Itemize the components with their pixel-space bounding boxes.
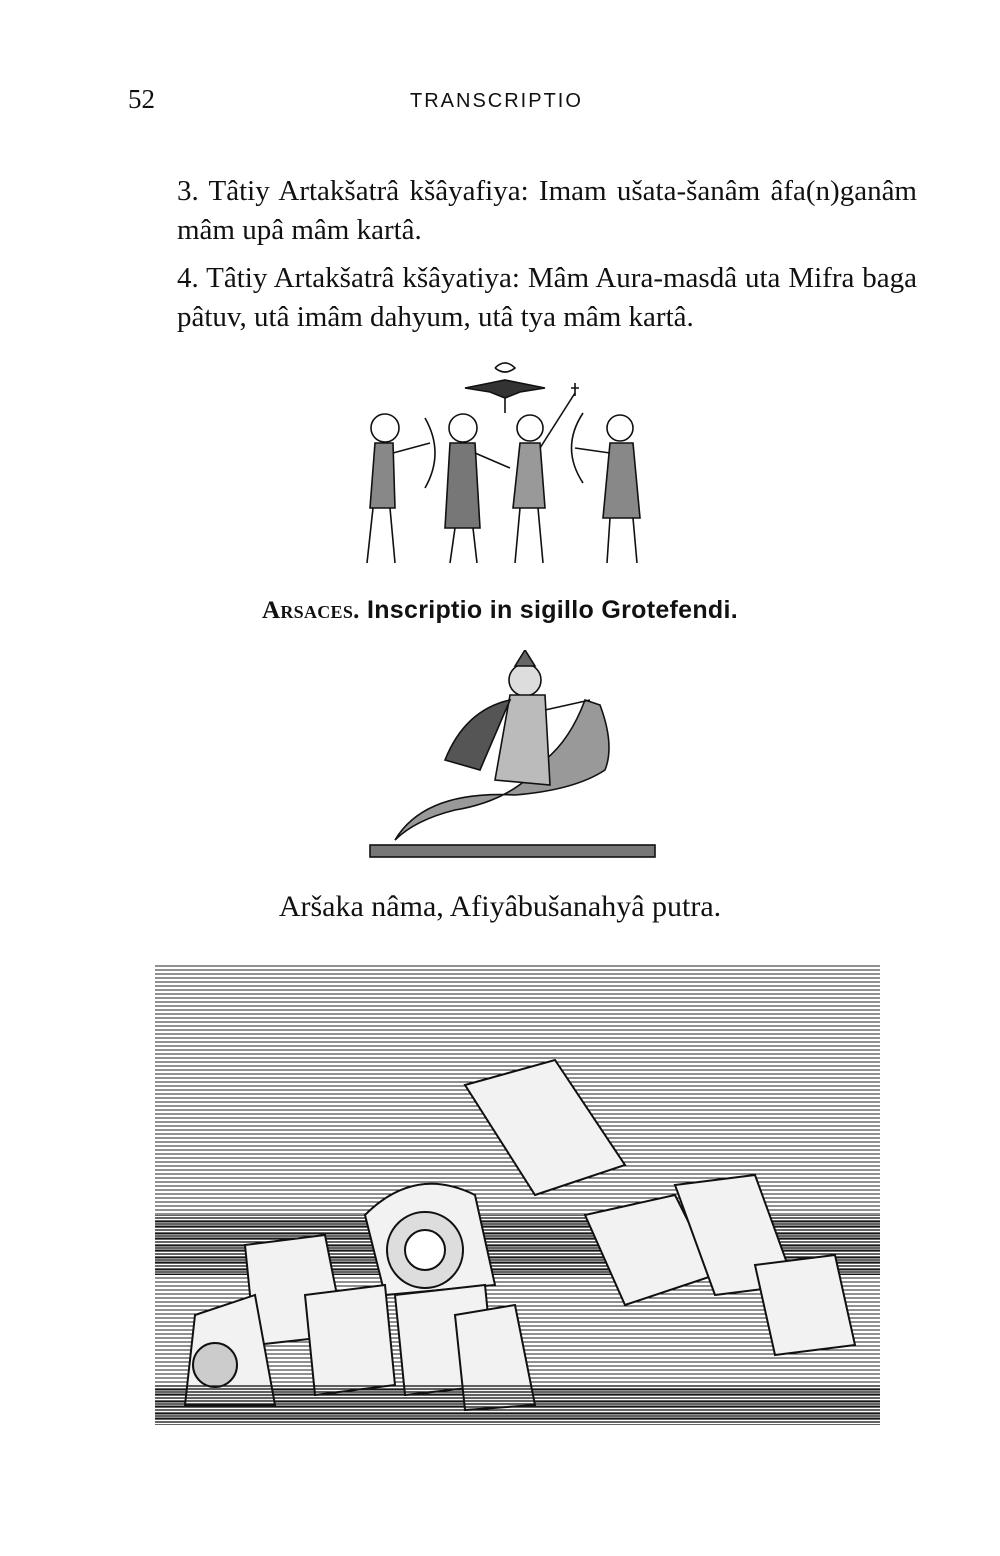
mithras-engraving-illustration xyxy=(365,650,660,865)
running-head: TRANSCRIPTIO xyxy=(410,90,583,112)
mithras-caption: Aršaka nâma, Afiyâbušanahyâ putra. xyxy=(278,890,722,923)
verse-3: 3. Tâtiy Artakšatrâ kšâyafiya: Imam ušata-šanâm âfa(n)ganâm mâm upâ mâm kartâ. xyxy=(177,175,917,246)
verse-4: 4. Tâtiy Artakšatrâ kšâyatiya: Mâm Aura-masdâ uta Mifra baga pâtuv, utâ imâm dahyum, utâ tya mâm kartâ. xyxy=(177,262,917,333)
seal-engraving-illustration xyxy=(345,358,665,573)
ruins-engraving-illustration xyxy=(155,965,880,1425)
seal-caption: Arsaces. Inscriptio in sigillo Grotefendi. xyxy=(261,596,738,624)
page-number: 52 xyxy=(128,84,155,114)
